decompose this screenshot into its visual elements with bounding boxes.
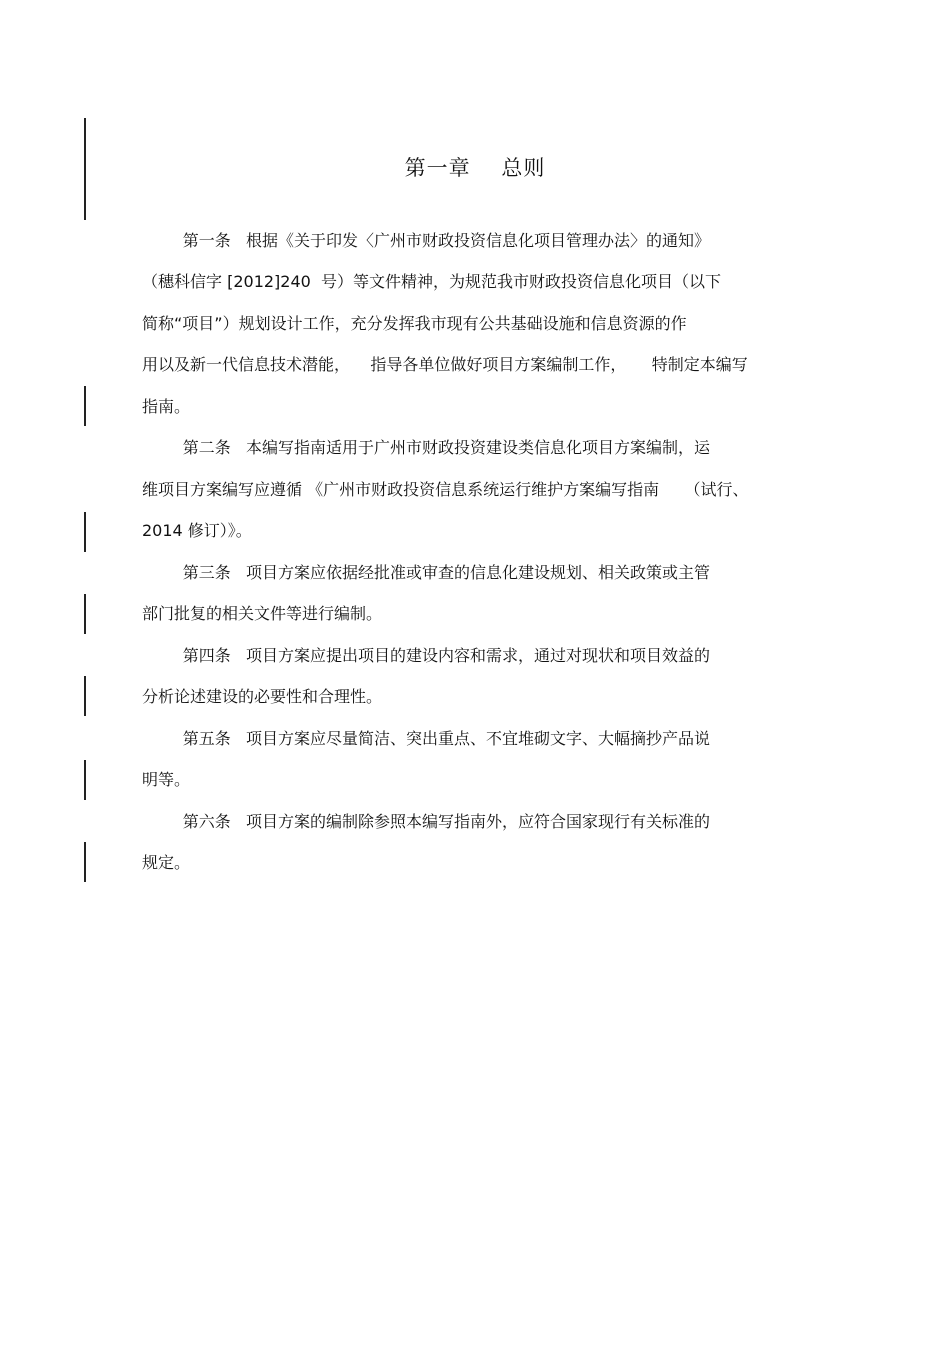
text-line: 规定。: [142, 853, 191, 872]
margin-bar: [84, 676, 86, 716]
text-line: 指南。: [142, 397, 191, 416]
text-line: 简称“项目”）规划设计工作，充分发挥我市现有公共基础设施和信息资源的作: [142, 314, 687, 333]
text-line: 第五条 项目方案应尽量简洁、突出重点、不宜堆砌文字、大幅摘抄产品说: [142, 729, 710, 748]
text-line: 2014 修订）》。: [142, 521, 252, 540]
text-line: 明等。: [142, 770, 191, 789]
margin-bar: [84, 512, 86, 552]
text-line: 分析论述建设的必要性和合理性。: [142, 687, 383, 706]
text-line: 第四条 项目方案应提出项目的建设内容和需求，通过对现状和项目效益的: [142, 646, 710, 665]
text-line: 第六条 项目方案的编制除参照本编写指南外，应符合国家现行有关标准的: [142, 812, 710, 831]
margin-bar: [84, 760, 86, 800]
text-line: 第一条 根据《关于印发〈广州市财政投资信息化项目管理办法〉的通知》: [142, 231, 710, 250]
margin-bar: [84, 842, 86, 882]
text-line: 用以及新一代信息技术潜能， 指导各单位做好项目方案编制工作， 特制定本编写: [142, 355, 748, 374]
text-line: （穗科信字 [2012]240 号）等文件精神，为规范我市财政投资信息化项目（以下: [142, 272, 722, 291]
text-line: 部门批复的相关文件等进行编制。: [142, 604, 383, 623]
margin-bar: [84, 594, 86, 634]
text-line: 第二条 本编写指南适用于广州市财政投资建设类信息化项目方案编制，运: [142, 438, 710, 457]
chapter-title: 第一章 总则: [404, 156, 546, 180]
text-line: 第三条 项目方案应依据经批准或审查的信息化建设规划、相关政策或主管: [142, 563, 710, 582]
margin-bar: [84, 386, 86, 426]
text-line: 维项目方案编写应遵循 《广州市财政投资信息系统运行维护方案编写指南 （试行、: [142, 480, 749, 499]
